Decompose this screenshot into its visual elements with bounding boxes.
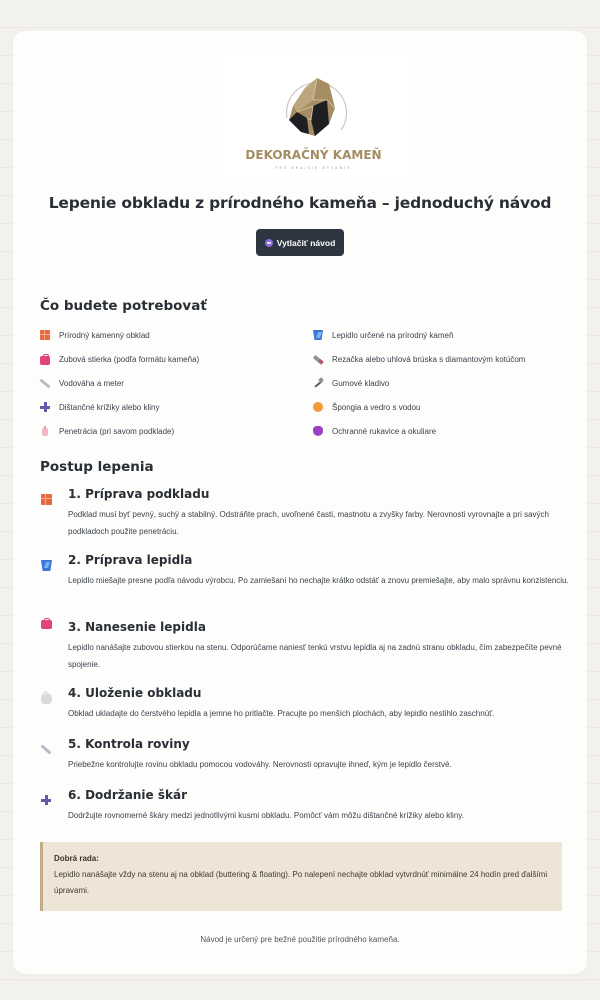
toolbox-icon (41, 620, 52, 629)
step-text: Obklad ukladajte do čerstvého lepidla a jemne ho pritlačte. Pracujte po menších plochách, aby lepidlo nestihlo zaschnúť. (68, 709, 495, 718)
plus-icon (41, 795, 52, 806)
step-item (40, 619, 570, 685)
steps-heading: Postup lepenia (40, 459, 154, 475)
ruler-icon (41, 744, 52, 755)
tip-title: Dobrá rada: (54, 854, 99, 863)
need-label: Lepidlo určené na prírodný kameň (332, 330, 454, 340)
list-item (313, 395, 570, 419)
brick-icon (41, 494, 52, 505)
guide-card (13, 31, 587, 974)
hammer-icon (313, 378, 323, 388)
bottle-icon (40, 426, 50, 436)
list-item (313, 371, 570, 395)
svg-text:DEKORAČNÝ KAMEŇ: DEKORAČNÝ KAMEŇ (245, 148, 382, 162)
need-label: Gumové kladivo (332, 378, 390, 388)
gloves-icon (313, 426, 323, 436)
step-item (40, 486, 570, 552)
step-title: 2. Príprava lepidla (68, 553, 193, 567)
brand-logo (217, 56, 410, 176)
list-item (40, 323, 313, 347)
step-text: Lepidlo miešajte presne podľa návodu výrobcu. Po zamiešaní ho nechajte krátko odstáť a znovu premiešajte, aby malo správnu konzistenciu. (68, 576, 569, 585)
need-label: Rezačka alebo uhlová brúska s diamantovým kotúčom (332, 354, 526, 364)
list-item (40, 395, 313, 419)
step-item (40, 685, 570, 736)
print-button-label: Vytlačiť návod (276, 237, 336, 248)
step-item (40, 787, 570, 838)
need-label: Dištančné krížiky alebo kliny (59, 402, 160, 412)
hand-icon (41, 693, 52, 704)
tip-text: Lepidlo nanášajte vždy na stenu aj na obklad (buttering & floating). Po nalepení nechajte obklad vytvrdnúť minimálne 24 hodín pred ďalšími úpravami. (54, 870, 548, 895)
steps-list (40, 486, 570, 838)
bucket-icon (313, 330, 323, 340)
printer-icon (265, 239, 273, 247)
step-item (40, 552, 570, 619)
step-text: Podklad musí byť pevný, suchý a stabilný. Odstráňte prach, uvoľnené časti, mastnotu a zvyšky farby. Nerovnosti vyrovnajte a pri savých podkladoch použite penetráciu. (68, 510, 549, 536)
bucket-icon (41, 560, 52, 571)
saw-icon (313, 354, 323, 364)
need-label: Prírodný kamenný obklad (59, 330, 150, 340)
step-text: Dodržujte rovnomerné škáry medzi jednotlivými kusmi obkladu. Pomôcť vám môžu dištančné krížiky alebo kliny. (68, 811, 464, 820)
need-label: Špongia a vedro s vodou (332, 402, 421, 412)
step-text: Lepidlo nanášajte zubovou stierkou na stenu. Odporúčame naniesť tenkú vrstvu lepidla aj na zadnú stranu obkladu, čím zabezpečíte pevné spojenie. (68, 643, 562, 669)
step-title: 4. Uloženie obkladu (68, 686, 202, 700)
print-guide-button[interactable] (256, 229, 344, 256)
need-label: Vodováha a meter (59, 378, 124, 388)
sponge-icon (313, 402, 323, 412)
step-title: 5. Kontrola roviny (68, 737, 190, 751)
footer-note: Návod je určený pre bežné použitie prírodného kameňa. (200, 935, 400, 944)
brick-icon (40, 330, 50, 340)
step-text: Priebežne kontrolujte rovinu obkladu pomocou vodováhy. Nerovnosti opravujte ihneď, kým je lepidlo čerstvé. (68, 760, 452, 769)
list-item (40, 347, 313, 371)
step-title: 6. Dodržanie škár (68, 788, 187, 802)
svg-text:PRE KRAJŠIE BÝVANIE: PRE KRAJŠIE BÝVANIE (275, 166, 352, 170)
list-item (313, 323, 570, 347)
list-item (40, 419, 313, 443)
needs-list (40, 323, 570, 443)
step-title: 3. Nanesenie lepidla (68, 620, 206, 634)
plus-icon (40, 402, 50, 412)
needs-heading: Čo budete potrebovať (40, 298, 207, 314)
list-item (40, 371, 313, 395)
toolbox-icon (40, 356, 50, 365)
step-item (40, 736, 570, 787)
need-label: Ochranné rukavice a okuliare (332, 426, 437, 436)
list-item (313, 419, 570, 443)
list-item (313, 347, 570, 371)
step-title: 1. Príprava podkladu (68, 487, 210, 501)
need-label: Zubová stierka (podľa formátu kameňa) (59, 354, 200, 364)
stone-logo-icon (217, 56, 410, 176)
ruler-icon (40, 378, 50, 388)
page-title: Lepenie obkladu z prírodného kameňa – jednoduchý návod (48, 194, 552, 212)
need-label: Penetrácia (pri savom podklade) (59, 426, 175, 436)
tip-box (40, 842, 562, 911)
